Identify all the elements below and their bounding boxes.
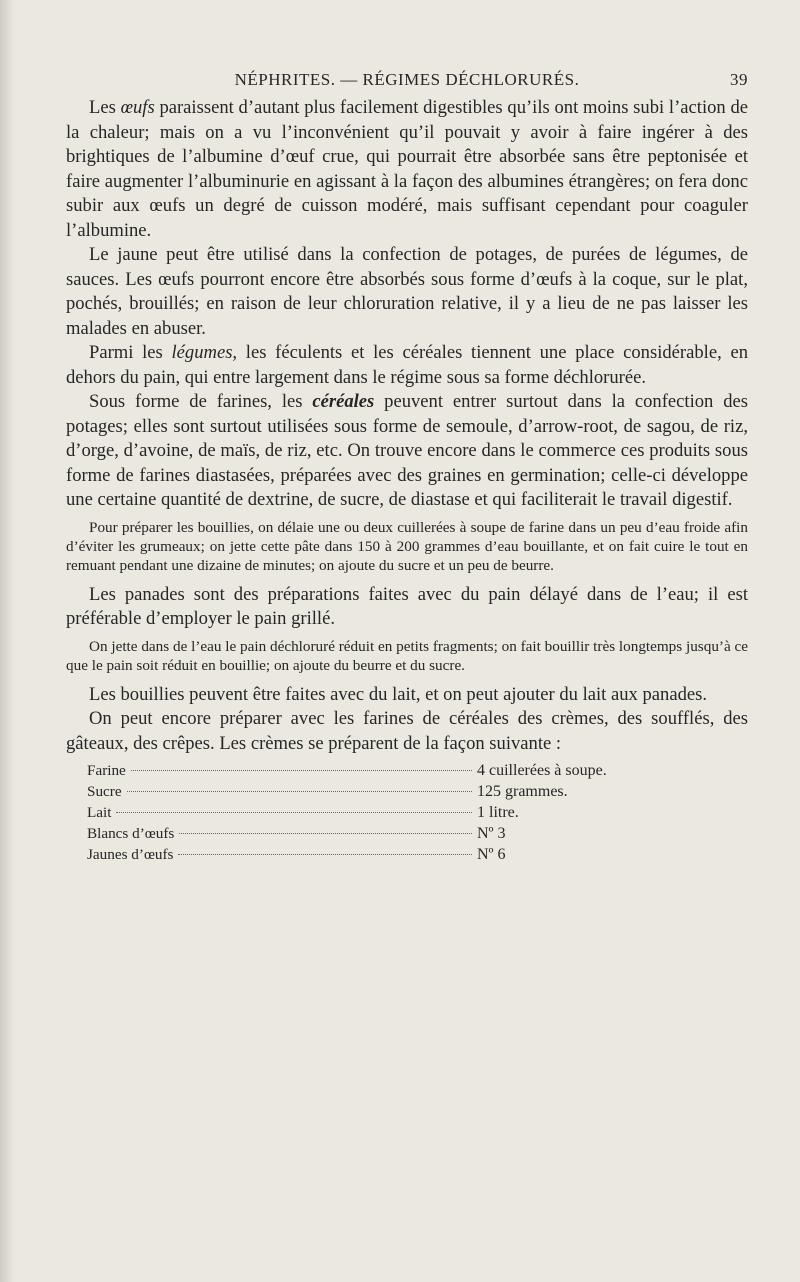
ingredient-quantity: 1 litre. — [477, 804, 519, 821]
text-segment: Les bouillies peuvent être faites avec du lait, et on peut ajouter du lait aux panades. — [89, 683, 708, 705]
paragraph — [66, 96, 748, 243]
page-header — [66, 70, 748, 96]
text-segment: Les panades sont des préparations faites avec du pain délayé dans de l’eau; il est préférable d’employer le pain grillé. — [66, 583, 748, 629]
ingredient-name: Sucre — [87, 783, 122, 800]
dot-leader — [116, 812, 472, 813]
ingredient-row — [87, 760, 727, 781]
text-segment: On peut encore préparer avec les farines de céréales des crèmes, des soufflés, des gâteaux, des crêpes. Les crèmes se préparent de la façon suivante : — [66, 708, 748, 754]
body-text — [66, 96, 748, 865]
ingredient-quantity: Nº 6 — [477, 846, 506, 863]
text-segment: Pour préparer les bouillies, on délaie une ou deux cuillerées à soupe de farine dans un peu d’eau froide afin d’éviter les grumeaux; on jette cette pâte dans 150 à 200 grammes d’eau bouillante, et on fait cuire le tout en remuant pendant une dizaine de minutes; on ajoute du sucre et un peu de beurre. — [66, 518, 748, 574]
page-number: 39 — [730, 70, 748, 89]
small-print-paragraph — [66, 637, 748, 675]
text-segment: Sous forme de farines, les — [89, 391, 313, 412]
ingredient-quantity: Nº 3 — [477, 825, 506, 842]
dot-leader — [127, 791, 472, 792]
text-segment: peuvent entrer surtout dans la confection des potages; elles sont surtout utilisées sous forme de semoule, d’arrow-root, de sagou, de riz, d’orge, d’avoine, de maïs, de riz, etc. On trouve encore dans le commerce ces produits sous forme de farines diastasées, préparées avec des graines en germination; celle-ci développe une certaine quantité de dextrine, de sucre, de diastase et qui faciliterait le travail digestif. — [66, 391, 748, 510]
ingredient-name: Blancs d’œufs — [87, 825, 175, 842]
paragraph — [66, 707, 748, 756]
ingredient-row — [87, 781, 727, 802]
text-segment: Les — [89, 97, 121, 118]
paragraph — [66, 583, 748, 632]
emphasis-text: légumes, — [171, 342, 238, 363]
emphasis-text: céréales — [312, 391, 375, 412]
recipe-ingredient-list — [87, 760, 748, 865]
ingredient-quantity: 4 cuillerées à soupe. — [477, 762, 607, 779]
ingredient-row — [87, 802, 727, 823]
ingredient-row — [87, 823, 727, 844]
text-segment: les féculents et les céréales tiennent une place considérable, en dehors du pain, qui entre largement dans le régime sous sa forme déchlorurée. — [66, 342, 748, 388]
ingredient-quantity: 125 grammes. — [477, 783, 568, 800]
dot-leader — [179, 833, 472, 834]
ingredient-row — [87, 844, 727, 865]
paragraph — [66, 390, 748, 513]
paragraph — [66, 341, 748, 390]
paragraph — [66, 243, 748, 341]
paragraph — [66, 683, 748, 708]
ingredient-name: Lait — [87, 804, 112, 821]
ingredient-name: Jaunes d’œufs — [87, 846, 174, 863]
ingredient-name: Farine — [87, 762, 126, 779]
dot-leader — [131, 770, 472, 771]
emphasis-text: œufs — [120, 97, 155, 118]
running-head: NÉPHRITES. — RÉGIMES DÉCHLORURÉS. — [234, 70, 580, 89]
text-segment: On jette dans de l’eau le pain déchloruré réduit en petits fragments; on fait bouillir très longtemps jusqu’à ce que le pain soit réduit en bouillie; on ajoute du beurre et du sucre. — [66, 637, 748, 674]
text-segment: Parmi les — [89, 342, 172, 363]
text-segment: paraissent d’autant plus facilement digestibles qu’ils ont moins subi l’action de la chaleur; mais on a vu l’inconvénient qu’il pouvait y avoir à faire ingérer à des brightiques de l’albumine d’œuf crue, qui pourrait être absorbée sans être peptonisée et faire augmenter l’albuminurie en agissant à la façon des albumines étrangères; on fera donc subir aux œufs un degré de cuisson modéré, mais suffisant cependant pour coaguler l’albumine. — [66, 97, 749, 241]
small-print-paragraph — [66, 518, 748, 575]
text-segment: Le jaune peut être utilisé dans la confection de potages, de purées de légumes, de sauces. Les œufs pourront encore être absorbés sous forme d’œufs à la coque, sur le plat, pochés, brouillés; en raison de leur chloruration relative, il y a lieu de ne pas laisser les malades en abuser. — [66, 244, 748, 339]
dot-leader — [178, 854, 472, 855]
page-edge-shadow — [0, 0, 14, 1282]
